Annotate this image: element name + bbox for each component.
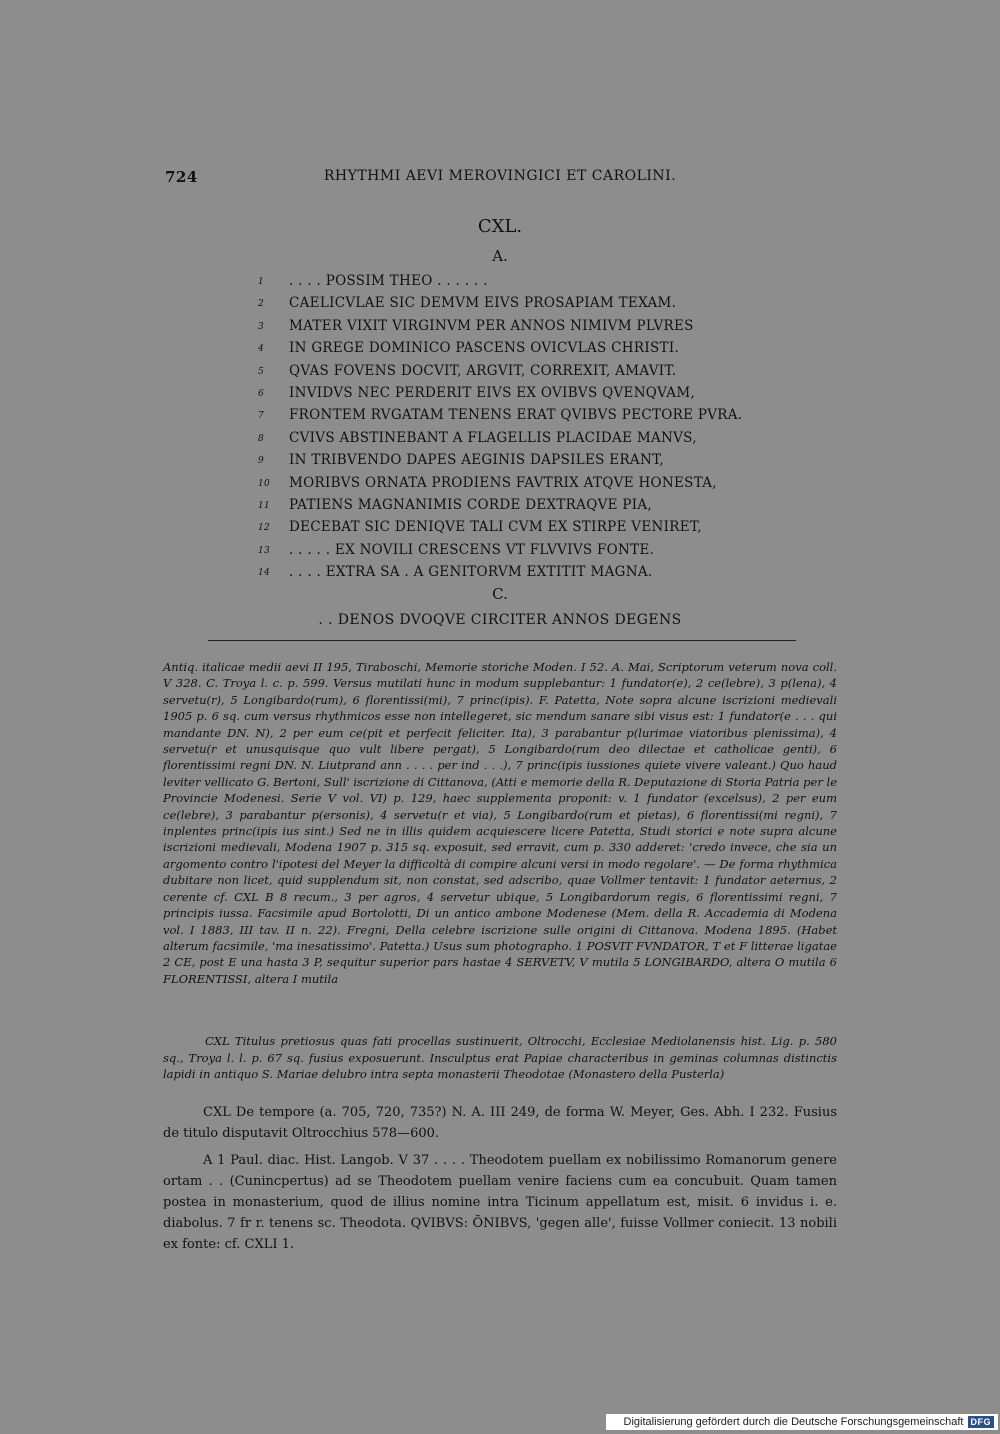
commentary-paragraph: A 1 Paul. diac. Hist. Langob. V 37 . . . . Theodotem puellam ex nobilissimo Romanorum genere ortam . . (Cunincpertus) ad se Theodotem puellam venire faciens cum ea concubuit. Quam tamen postea in monasterium, quod de illius nomine intra Ticinum appellatum est, misit. 6 invidus i. e. diabolus. 7 fr r. tenens sc. Theodota. QVIBVS: ÕNIBVS, 'gegen alle', fuisse Vollmer coniecit. 13 nobili ex fonte: cf. CXLI 1. xyxy=(163,1153,837,1252)
poem-line xyxy=(258,541,818,563)
line-number: 3 xyxy=(258,321,265,332)
line-number: 11 xyxy=(258,500,271,511)
poem-number: CXL. xyxy=(477,216,523,237)
commentary-paragraph: CXL De tempore (a. 705, 720, 735?) N. A. III 249, de forma W. Meyer, Ges. Abh. I 232. Fusius de titulo disputavit Oltrocchius 578—600. xyxy=(163,1105,837,1141)
line-number: 6 xyxy=(258,388,265,399)
line-text: QVAS FOVENS DOCVIT, ARGVIT, CORREXIT, AMAVIT. xyxy=(289,362,677,379)
line-text: CVIVS ABSTINEBANT A FLAGELLIS PLACIDAE MANVS, xyxy=(289,429,697,446)
line-number: 9 xyxy=(258,456,265,467)
poem-line xyxy=(258,272,818,294)
poem-line xyxy=(258,362,818,384)
line-text: CAELICVLAE SIC DEMVM EIVS PROSAPIAM TEXAM. xyxy=(289,295,677,312)
poem-line xyxy=(258,429,818,451)
line-number: 8 xyxy=(258,433,265,444)
line-text: PATIENS MAGNANIMIS CORDE DEXTRAQVE PIA, xyxy=(289,496,653,513)
poem-lines xyxy=(258,272,818,585)
commentary xyxy=(163,1102,837,1261)
cxl-note-text: CXL Titulus pretiosus quas fati procellas sustinuerit, Oltrocchi, Ecclesiae Mediolanensis hist. Lig. p. 580 sq., Troya l. l. p. 67 sq. fusius exposuerunt. Insculptus erat Papiae characteribus in geminas columnas distinctis lapidi in antiquo S. Mariae delubro intra septa monasterii Theodotae (Monastero della Pusterla) xyxy=(163,1034,837,1081)
dfg-logo-icon: DFG xyxy=(968,1416,995,1428)
line-text: . . . . . EX NOVILI CRESCENS VT FLVVIVS FONTE. xyxy=(289,541,655,558)
running-title: RHYTHMI AEVI MEROVINGICI ET CAROLINI. xyxy=(323,168,677,184)
poem-line xyxy=(258,474,818,496)
line-text: DECEBAT SIC DENIQVE TALI CVM EX STIRPE VENIRET, xyxy=(289,519,702,536)
line-number: 10 xyxy=(258,478,271,489)
running-head xyxy=(165,168,835,190)
poem-line xyxy=(258,518,818,540)
line-number: 7 xyxy=(258,411,265,422)
poem-line xyxy=(258,451,818,473)
poem-line xyxy=(258,406,818,428)
line-number: 2 xyxy=(258,299,265,310)
section-c-line: . . DENOS DVOQVE CIRCITER ANNOS DEGENS xyxy=(318,612,682,628)
line-text: FRONTEM RVGATAM TENENS ERAT QVIBVS PECTORE PVRA. xyxy=(289,407,743,424)
page-number: 724 xyxy=(165,168,198,186)
poem-line xyxy=(258,563,818,585)
section-a-heading: A. xyxy=(492,247,508,265)
poem-line xyxy=(258,317,818,339)
poem-line xyxy=(258,496,818,518)
poem-line xyxy=(258,294,818,316)
divider-rule xyxy=(208,640,796,641)
critical-apparatus xyxy=(163,659,837,991)
line-number: 4 xyxy=(258,344,265,355)
section-c-heading: C. xyxy=(492,585,508,603)
line-number: 1 xyxy=(258,277,265,287)
poem-line xyxy=(258,339,818,361)
line-text: IN TRIBVENDO DAPES AEGINIS DAPSILES ERANT, xyxy=(289,452,665,469)
line-text: . . . . POSSIM THEO . . . . . . xyxy=(289,273,488,289)
line-text: . . . . EXTRA SA . A GENITORVM EXTITIT MAGNA. xyxy=(289,564,653,581)
poem-line xyxy=(258,384,818,406)
line-text: IN GREGE DOMINICO PASCENS OVICVLAS CHRISTI. xyxy=(289,340,680,357)
footer-text: Digitalisierung gefördert durch die Deutsche Forschungsgemeinschaft xyxy=(623,1416,964,1428)
line-number: 5 xyxy=(258,366,265,377)
cxl-note xyxy=(163,1033,837,1083)
line-number: 14 xyxy=(258,568,271,579)
line-number: 12 xyxy=(258,523,271,534)
line-text: INVIDVS NEC PERDERIT EIVS EX OVIBVS QVENQVAM, xyxy=(289,384,696,401)
apparatus-text: Antiq. italicae medii aevi II 195, Tiraboschi, Memorie storiche Moden. I 52. A. Mai, Scriptorum veterum nova coll. V 328. C. Troya l. c. p. 599. Versus mutilati hunc in modum supplebantur: 1 fundator(e), 2 ce(lebre), 3 p(lena), 4 servetu(r), 5 Longibardo(rum), 6 florentissi(mi), 7 princ(ipis). F. Patetta, Note sopra alcune iscrizioni medievali 1905 p. 6 sq. cum versus rhythmicos esse non intellegeret, sic mendum sanare sibi visus est: 1 fundator(e . . . qui mandante DN. N), 2 per eum ce(pit et perfecit feliciter. Ita), 3 parabantur p(lurimae viatoribus plenissima), 4 servetu(r et unusquisque quo vult libere pergat), 5 Longibardo(rum deo dilectae et catholicae genti), 6 florentissimi regni DN. N. Liutprand ann . . . . per ind . . .), 7 princ(ipis iussiones quiete vivere valeant.) Quo haud leviter vellicato G. Bertoni, Sull' iscrizione di Cittanova, (Atti e memorie della R. Deputazione di Storia Patria per le Provincie Modenesi. Serie V vol. VI) p. 129, haec supplementa proponit: v. 1 fundator (excelsus), 2 per eum ce(lebre), 3 parabantur p(ersonis), 4 servetu(r et via), 5 Longibardo(rum et pietas), 6 florentissi(mi regni), 7 inplentes princ(ipis ius sint.) Sed ne in illis quidem acquiescere licere Patetta, Studi storici e note supra alcune iscrizioni medievali, Modena 1907 p. 315 sq. exposuit, sed erravit, cum p. 330 adderet: 'credo invece, che sia un argomento contro l'ipotesi del Meyer la difficoltà di compire alcuni versi in modo regolare'. — De forma rhythmica dubitare non licet, quid supplendum sit, non constat, sed adscribo, quae Vollmer tentavit: 1 fundator aeternus, 2 cerente cf. CXL B 8 recum., 3 per agros, 4 servetur ubique, 5 Longibardorum regis, 6 florentissimi regni, 7 principis iussa. Facsimile apud Bortolotti, Di un antico ambone Modenese (Mem. della R. Accademia di Modena vol. I 1883, III tav. II n. 22). Fregni, Della celebre iscrizione sulle origini di Cittanova. Modena 1895. (Habet alterum facsimile, 'ma inesatissimo'. Patetta.) Usus sum photographo. 1 POSVIT FVNDATOR, T et F litterae ligatae 2 CE, post E una hasta 3 P, sequitur superior pars hastae 4 SERVETV, V mutila 5 LONGIBARDO, altera O mutila 6 FLORENTISSI, altera I mutila xyxy=(163,660,837,986)
funding-footer xyxy=(606,1414,998,1430)
line-number: 13 xyxy=(258,545,271,556)
line-text: MORIBVS ORNATA PRODIENS FAVTRIX ATQVE HONESTA, xyxy=(289,474,717,491)
line-text: MATER VIXIT VIRGINVM PER ANNOS NIMIVM PLVRES xyxy=(289,317,694,334)
